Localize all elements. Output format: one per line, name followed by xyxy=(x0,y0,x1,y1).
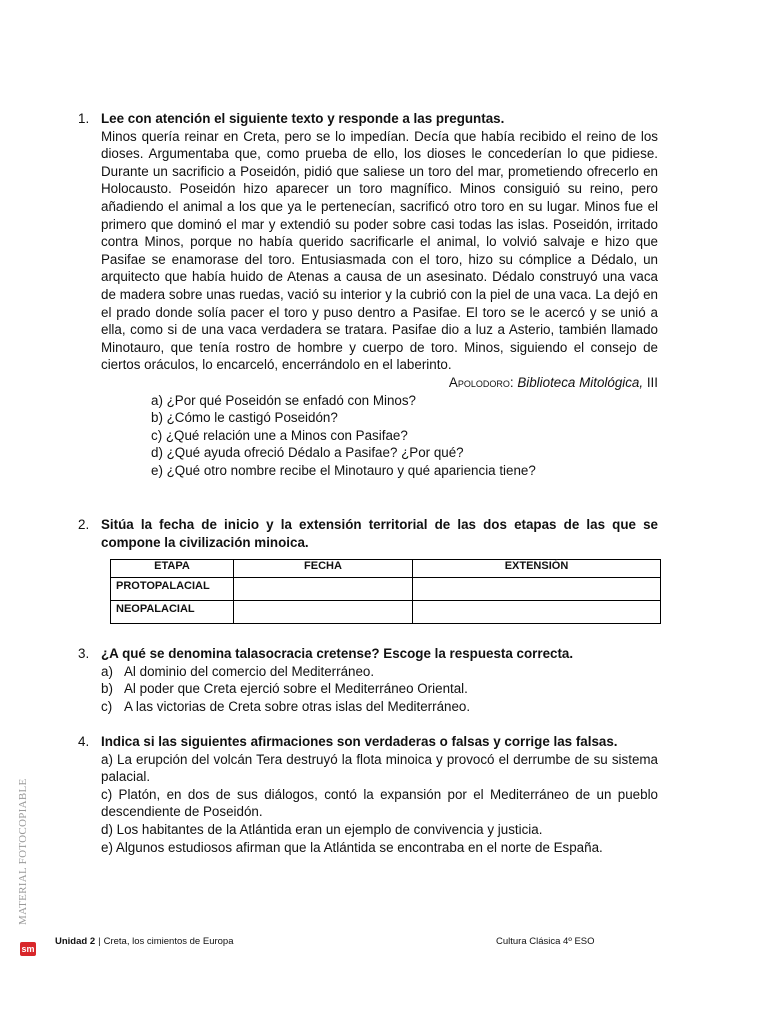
sub-question: c) ¿Qué relación une a Minos con Pasifae? xyxy=(151,427,408,443)
table-row xyxy=(111,578,661,601)
question-3 xyxy=(78,645,658,715)
statement: d) Los habitantes de la Atlántida eran un ejemplo de convivencia y justicia. xyxy=(101,821,543,837)
statement: a) La erupción del volcán Tera destruyó la flota minoica y provocó el derrumbe de su sistema palacial. xyxy=(101,751,658,785)
answer-option xyxy=(101,680,658,698)
table-header-row xyxy=(111,560,661,578)
eras-table xyxy=(110,559,661,624)
answer-option xyxy=(101,663,658,681)
source-work: Biblioteca Mitológica, xyxy=(517,374,644,390)
sub-questions xyxy=(151,392,658,480)
unit-title: Creta, los cimientos de Europa xyxy=(103,936,234,947)
footer-unit xyxy=(55,936,234,947)
footer-separator: | xyxy=(98,936,101,947)
row-label: PROTOPALACIAL xyxy=(111,578,234,601)
question-number: 2. xyxy=(78,517,90,532)
sub-question: b) ¿Cómo le castigó Poseidón? xyxy=(151,410,338,426)
answer-options xyxy=(101,663,658,716)
column-header: EXTENSIÓN xyxy=(413,560,661,578)
table-row xyxy=(111,601,661,624)
reading-passage: Minos quería reinar en Creta, pero se lo impedían. Decía que había recibido el reino de los dioses. Argumentaba que, como prueba de ello, los dioses le concederían lo que pidiese. Durante un sacrificio a Poseidón, pidió que saliese un toro del mar, prometiendo ofrecerlo en Holocausto. Poseidón hizo aparecer un toro magnífico. Minos consiguió su reino, pero añadiendo el animal a los que ya le pertenecían, sacrificó otro toro en su lugar. Minos fue el primero que dominó el mar y extendió su poder sobre casi todas las islas. Poseidón, irritado contra Minos, porque no había querido sacrificarle el animal, lo volvió salvaje e hizo que Pasifae se enamorase del toro. Entusiasmada con el toro, hizo su cómplice a Dédalo, un arquitecto que había huido de Atenas a causa de un asesinato. Dédalo construyó una vaca de madera sobre unas ruedas, vació su interior y la cubrió con la piel de una vaca. La dejó en el prado donde solía pacer el toro y puso dentro a Pasifae. El toro se le acercó y se unió a ella, como si de una vaca verdadera se tratara. Pasifae dio a luz a Asterio, también llamado Minotauro, que tenía rostro de hombre y cuerpo de toro. Minos, siguiendo el consejo de ciertos oráculos, lo encarceló, encerrándolo en el laberinto. xyxy=(101,128,658,373)
option-label: a) xyxy=(101,663,113,679)
statement: e) Algunos estudiosos afirman que la Atlántida se encontraba en el norte de España. xyxy=(101,839,603,855)
source-volume: III xyxy=(643,374,658,390)
question-title: Indica si las siguientes afirmaciones son verdaderas o falsas y corrige las falsas. xyxy=(101,734,618,749)
question-4 xyxy=(78,733,658,856)
option-text: Al dominio del comercio del Mediterráneo. xyxy=(124,663,375,679)
option-label: b) xyxy=(101,681,113,697)
statement: c) Platón, en dos de sus diálogos, contó la expansión por el Mediterráneo de un pueblo descendiente de Poseidón. xyxy=(101,786,658,820)
answer-cell-extent[interactable] xyxy=(413,601,661,624)
column-header: FECHA xyxy=(234,560,413,578)
sub-question: e) ¿Qué otro nombre recibe el Minotauro y qué apariencia tiene? xyxy=(151,462,536,478)
footer-subject: Cultura Clásica 4º ESO xyxy=(496,936,595,947)
answer-cell-date[interactable] xyxy=(234,601,413,624)
question-number: 4. xyxy=(78,734,90,749)
answer-option xyxy=(101,698,658,716)
unit-number: Unidad 2 xyxy=(55,936,96,947)
sub-question: d) ¿Qué ayuda ofreció Dédalo a Pasifae? ¿Por qué? xyxy=(151,445,464,461)
option-label: c) xyxy=(101,698,113,714)
passage-source xyxy=(101,374,658,392)
question-number: 3. xyxy=(78,646,90,661)
answer-cell-date[interactable] xyxy=(234,578,413,601)
column-header: ETAPA xyxy=(111,560,234,578)
question-number: 1. xyxy=(78,111,90,126)
question-2 xyxy=(78,516,658,551)
source-author: Apolodoro: xyxy=(448,374,514,390)
answer-cell-extent[interactable] xyxy=(413,578,661,601)
question-title: Lee con atención el siguiente texto y responde a las preguntas. xyxy=(101,111,505,126)
row-label: NEOPALACIAL xyxy=(111,601,234,624)
question-title: ¿A qué se denomina talasocracia cretense? Escoge la respuesta correcta. xyxy=(101,646,574,661)
photocopiable-label: MATERIAL FOTOCOPIABLE xyxy=(17,778,29,925)
question-1 xyxy=(78,110,658,479)
option-text: A las victorias de Creta sobre otras islas del Mediterráneo. xyxy=(124,698,471,714)
question-title: Sitúa la fecha de inicio y la extensión territorial de las dos etapas de las que se compone la civilización minoica. xyxy=(101,517,658,550)
option-text: Al poder que Creta ejerció sobre el Mediterráneo Oriental. xyxy=(124,681,468,697)
sub-question: a) ¿Por qué Poseidón se enfadó con Minos? xyxy=(151,392,417,408)
publisher-logo: sm xyxy=(21,944,35,954)
